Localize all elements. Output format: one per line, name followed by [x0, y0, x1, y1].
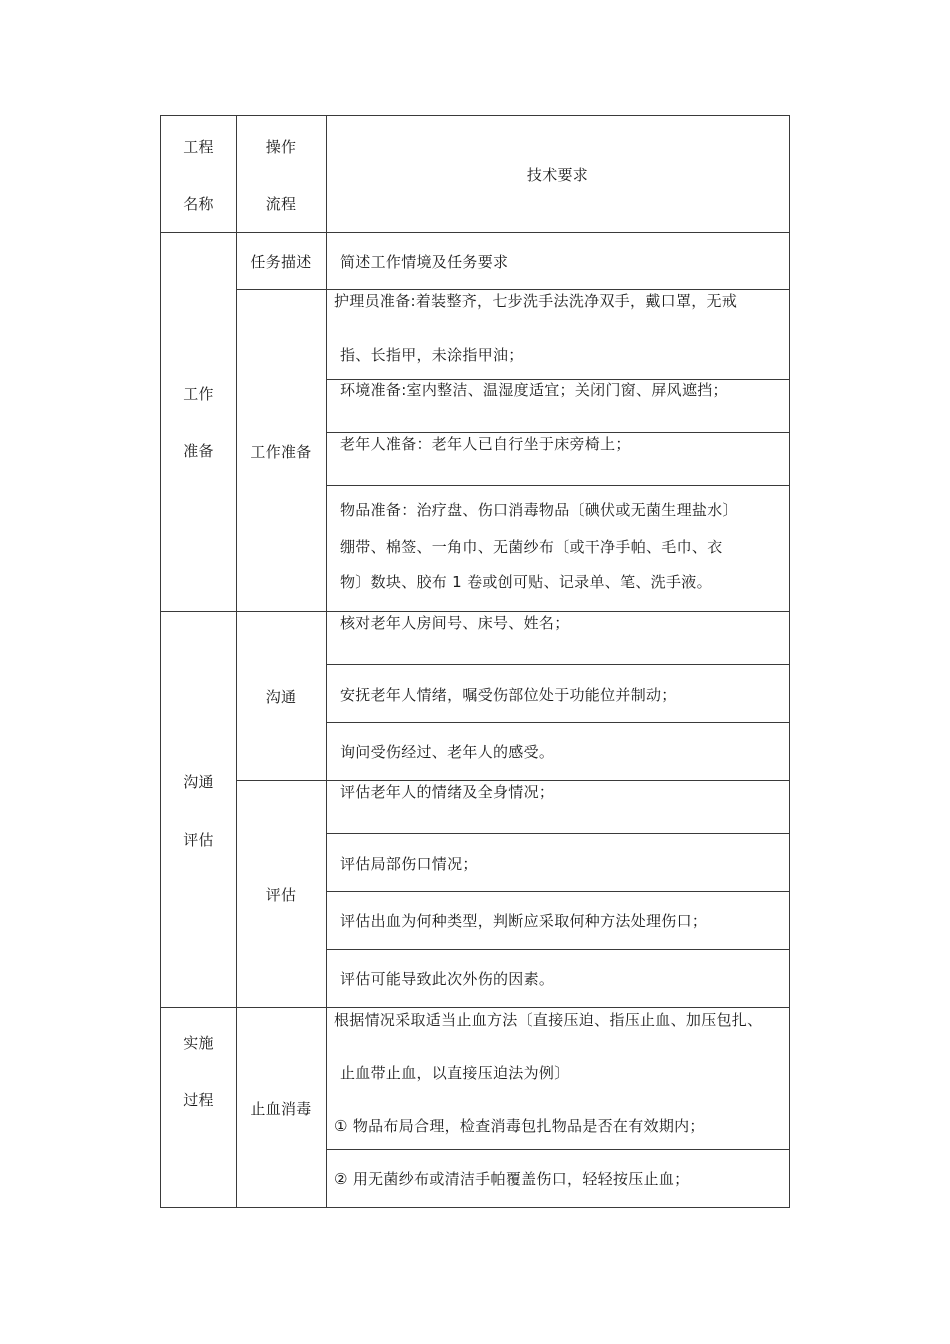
requirement-text: 止血带止血，以直接压迫法为例〕 — [340, 1064, 570, 1082]
table-divider — [236, 116, 237, 1207]
table-divider — [326, 949, 789, 950]
requirement-text: ② 用无菌纱布或清洁手帕覆盖伤口，轻轻按压止血； — [334, 1170, 690, 1188]
header-operation-flow-line2: 流程 — [265, 195, 297, 213]
header-project-name-line2: 名称 — [183, 195, 214, 213]
requirement-text: 老年人准备：老年人已自行坐于床旁椅上； — [340, 435, 631, 453]
table-divider — [236, 780, 789, 781]
requirement-text: 询问受伤经过、老年人的感受。 — [340, 743, 555, 761]
section-name-line2: 评估 — [183, 831, 214, 849]
section-name-line1: 工作 — [183, 385, 214, 403]
requirement-text: 评估可能导致此次外伤的因素。 — [340, 970, 555, 988]
table-divider — [326, 833, 789, 834]
table-divider — [326, 891, 789, 892]
table-divider — [326, 1149, 789, 1150]
procedure-table — [160, 115, 790, 1208]
table-divider — [326, 722, 789, 723]
requirement-text: 环境准备:室内整洁、温湿度适宜；关闭门窗、屏风遮挡； — [340, 381, 728, 399]
table-divider — [326, 432, 789, 433]
table-divider — [326, 485, 789, 486]
table-divider — [161, 611, 789, 612]
section-name-line1: 沟通 — [183, 773, 214, 791]
requirement-text: 物〕数块、胶布 1 卷或创可贴、记录单、笔、洗手液。 — [340, 573, 712, 591]
step-label: 止血消毒 — [250, 1100, 312, 1118]
requirement-text: 安抚老年人情绪，嘱受伤部位处于功能位并制动； — [340, 686, 677, 704]
step-label: 工作准备 — [250, 443, 312, 461]
requirement-text: 评估出血为何种类型，判断应采取何种方法处理伤口； — [340, 912, 708, 930]
requirement-text: 评估局部伤口情况； — [340, 855, 478, 873]
table-divider — [326, 116, 327, 1207]
step-label: 沟通 — [265, 688, 297, 706]
requirement-text: ① 物品布局合理，检查消毒包扎物品是否在有效期内； — [334, 1117, 705, 1135]
table-divider — [326, 664, 789, 665]
section-name-line2: 准备 — [183, 442, 214, 460]
table-divider — [161, 1007, 789, 1008]
requirement-text: 护理员准备:着装整齐，七步洗手法洗净双手，戴口罩，无戒 — [334, 292, 738, 310]
header-operation-flow-line1: 操作 — [265, 138, 297, 156]
requirement-text: 绷带、棉签、一角巾、无菌纱布〔或干净手帕、毛巾、衣 — [340, 538, 723, 556]
section-name-line1: 实施 — [183, 1034, 214, 1052]
requirement-text: 根据情况采取适当止血方法〔直接压迫、指压止血、加压包扎、 — [334, 1011, 763, 1029]
table-divider — [236, 289, 789, 290]
step-label: 评估 — [265, 886, 297, 904]
requirement-text: 物品准备：治疗盘、伤口消毒物品〔碘伏或无菌生理盐水〕 — [340, 501, 738, 519]
step-label: 任务描述 — [250, 253, 312, 271]
table-divider — [161, 232, 789, 233]
requirement-text: 评估老年人的情绪及全身情况； — [340, 783, 555, 801]
header-project-name-line1: 工程 — [183, 138, 214, 156]
requirement-text: 指、长指甲，未涂指甲油； — [340, 346, 524, 364]
requirement-text: 简述工作情境及任务要求 — [340, 253, 509, 271]
requirement-text: 核对老年人房间号、床号、姓名； — [340, 614, 570, 632]
header-technical-requirements: 技术要求 — [526, 166, 589, 184]
section-name-line2: 过程 — [183, 1091, 214, 1109]
